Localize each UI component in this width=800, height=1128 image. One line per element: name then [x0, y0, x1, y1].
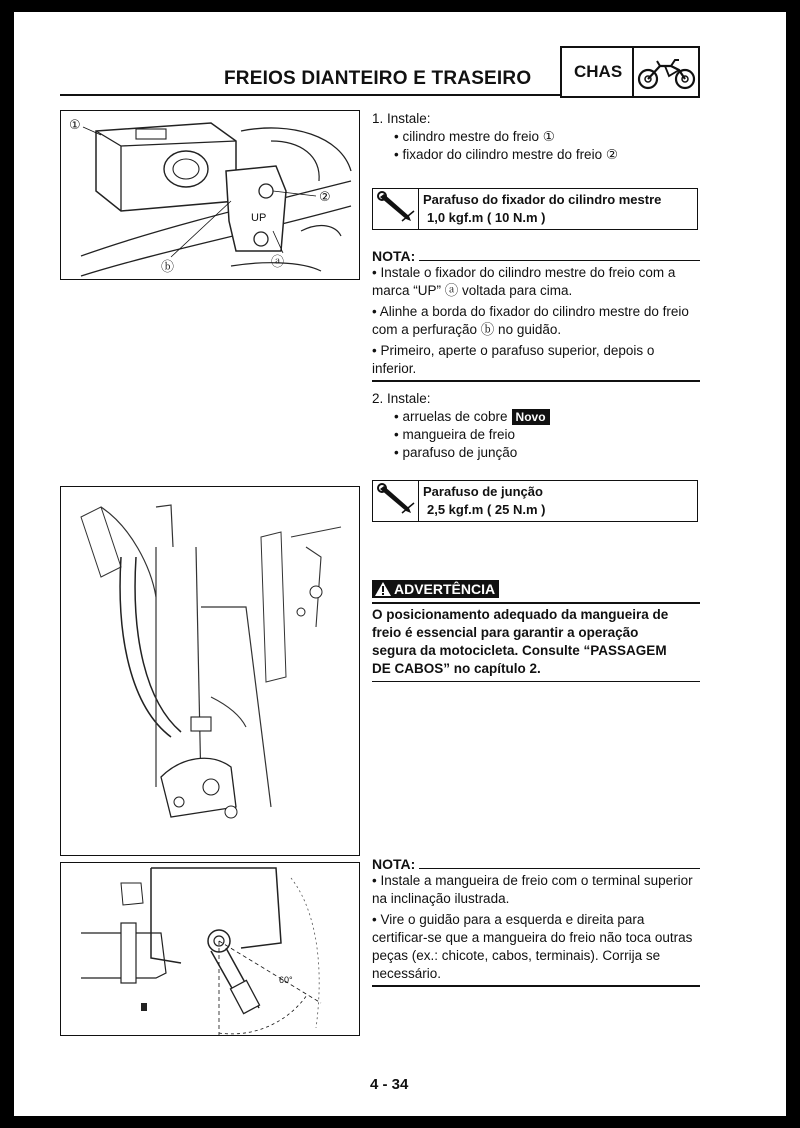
- step-2: [372, 390, 702, 462]
- torque-spec-2: [372, 480, 698, 522]
- torque-1-label: Parafuso do fixador do cilindro mestre: [423, 192, 662, 207]
- step-1-title: 1. Instale:: [372, 111, 431, 126]
- note-2: [372, 856, 700, 987]
- page-number: 4 - 34: [370, 1076, 409, 1093]
- note-1-item: • Primeiro, aperte o parafuso superior, depois o inferior.: [372, 343, 655, 376]
- warning-heading: ADVERTÊNCIA: [372, 580, 499, 598]
- manual-page: [14, 12, 786, 1116]
- motorcycle-icon: [632, 48, 698, 96]
- note-2-rule: [372, 985, 700, 987]
- callout-b: ⓑ: [161, 260, 175, 275]
- section-code: CHAS: [574, 62, 623, 81]
- figure-hose-angle: [60, 862, 360, 1036]
- step-1: [372, 110, 702, 164]
- new-part-badge: Novo: [512, 409, 550, 425]
- torque-2-value: 2,5 kgf.m ( 25 N.m ): [427, 502, 546, 517]
- warning-rule: [372, 681, 700, 683]
- note-2-item: • Instale a mangueira de freio com o terminal superior na inclinação ilustrada.: [372, 873, 693, 906]
- warning-triangle-icon: [374, 581, 392, 597]
- header-rule: [60, 94, 560, 96]
- step-2-item: • mangueira de freio: [394, 427, 516, 442]
- step-2-item: • parafuso de junção: [394, 445, 518, 460]
- note-1: [372, 248, 700, 382]
- note-2-item: • Vire o guidão para a esquerda e direita para certificar-se que a mangueira do freio não toca outras peças (ex.: chicote, cabos, terminais). Corrija se necessário.: [372, 912, 693, 981]
- section-tab: [560, 46, 700, 98]
- callout-1: ①: [69, 118, 81, 133]
- callout-2: ②: [319, 190, 331, 205]
- torque-wrench-icon: [373, 481, 419, 521]
- step-1-item: • fixador do cilindro mestre do freio ②: [394, 147, 618, 162]
- note-1-item: • Instale o fixador do cilindro mestre do freio com a marca “UP” ⓐ voltada para cima.: [372, 265, 676, 298]
- step-2-item: • arruelas de cobre Novo: [372, 408, 702, 426]
- warning-text: O posicionamento adequado da mangueira de freio é essencial para garantir a operação segura da motocicleta. Consulte “PASSAGEM DE CABOS” no capítulo 2.: [372, 606, 669, 676]
- note-1-heading: NOTA:: [372, 248, 416, 264]
- step-1-item: • cilindro mestre do freio ①: [394, 129, 555, 144]
- up-mark-label: UP: [251, 212, 267, 224]
- step-2-title: 2. Instale:: [372, 391, 431, 406]
- warning-block: [372, 580, 700, 682]
- torque-wrench-icon: [373, 189, 419, 229]
- angle-label: 60°: [279, 975, 293, 985]
- note-1-rule: [372, 380, 700, 382]
- warning-top-rule: [372, 602, 700, 604]
- page-title: FREIOS DIANTEIRO E TRASEIRO: [224, 68, 532, 89]
- note-2-heading: NOTA:: [372, 856, 416, 872]
- figure-master-cylinder: [60, 110, 360, 280]
- torque-2-label: Parafuso de junção: [423, 484, 543, 499]
- figure-brake-hose-routing: [60, 486, 360, 856]
- torque-1-value: 1,0 kgf.m ( 10 N.m ): [427, 210, 546, 225]
- note-1-item: • Alinhe a borda do fixador do cilindro mestre do freio com a perfuração ⓑ no guidão.: [372, 304, 689, 337]
- callout-a: ⓐ: [271, 255, 285, 270]
- torque-spec-1: [372, 188, 698, 230]
